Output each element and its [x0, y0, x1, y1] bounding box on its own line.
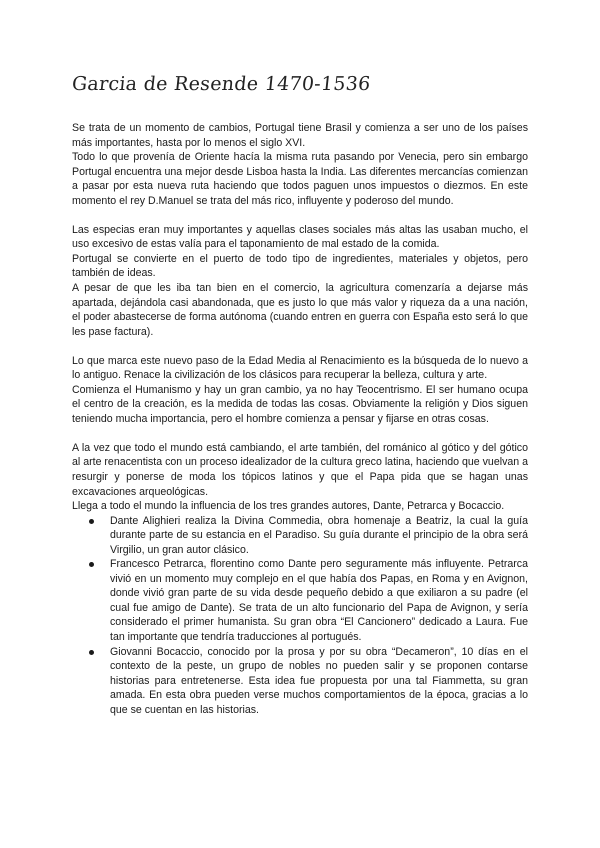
- list-item: [110, 514, 528, 558]
- list-item-text: Francesco Petrarca, florentino como Dante pero seguramente más influyente. Petrarca vivió en un momento muy complejo en el que había dos Papas, en Roma y en Avignon, donde vivió gran parte de su vida desde pequeño debido a que exiliaron a su padre (el cual fue amigo de Dante). Se trata de un alto funcionario del Papa de Avignon, y sería considerado el primer humanista. Su gran obra “El Cancionero” dedicado a Laura. Fue tan importante que tendría traducciones al portugués.: [110, 558, 528, 643]
- bullet-icon: [89, 650, 94, 655]
- paragraph: A la vez que todo el mundo está cambiando, el arte también, del románico al gótico y del gótico al arte renacentista con un proceso idealizador de la cultura greco latina, haciendo que vuelvan a resurgir y ponerse de moda los tópicos latinos y que el Papa pida que se hagan unas excavaciones arqueológicas.: [72, 441, 528, 498]
- bullet-icon: [89, 562, 94, 567]
- list-item: [110, 557, 528, 644]
- list-item-text: Giovanni Bocaccio, conocido por la prosa y por su obra “Decameron”, 10 días en el contexto de la peste, un grupo de nobles no pueden salir y se proponen contarse historias para entretenerse. Esta idea fue propuesta por una tal Fiammetta, su gran amada. En esta obra pueden verse muchos comportamientos de la época, gracias a lo que se cuentan en las historias.: [110, 645, 528, 716]
- list-item: [110, 645, 528, 718]
- list-item-text: Dante Alighieri realiza la Divina Commedia, obra homenaje a Beatriz, la cual la guía durante parte de su estancia en el Paradiso. Su guía durante el principio de la obra será Virgilio, un gran autor clásico.: [110, 514, 528, 556]
- bullet-icon: [89, 519, 94, 524]
- paragraph: Llega a todo el mundo la influencia de los tres grandes autores, Dante, Petrarca y Bocaccio.: [72, 500, 505, 513]
- paragraph: Las especias eran muy importantes y aquellas clases sociales más altas las usaban mucho, el uso excesivo de estas valía para el taponamiento de mal estado de la comida.: [72, 223, 528, 251]
- paragraph: Portugal se convierte en el puerto de todo tipo de ingredientes, materiales y objetos, pero también de ideas.: [72, 252, 528, 280]
- paragraph: Lo que marca este nuevo paso de la Edad Media al Renacimiento es la búsqueda de lo nuevo a lo antiguo. Renace la civilización de los clásicos para recuperar la belleza, cultura y arte.: [72, 354, 528, 382]
- document-title: Garcia de Resende 1470-1536: [70, 73, 372, 95]
- paragraph-gap: [72, 426, 528, 441]
- paragraph: A pesar de que les iba tan bien en el comercio, la agricultura comenzaría a dejarse más apartada, dejándola casi abandonada, que es justo lo que más valor y riqueza da a una nación, el poder abastecerse de forma autónoma (cuando entren en guerra con España esto será lo que les pase factura).: [72, 281, 528, 338]
- paragraph-gap: [72, 339, 528, 354]
- paragraph: Se trata de un momento de cambios, Portugal tiene Brasil y comienza a ser uno de los países más importantes, hasta por lo menos el siglo XVI.: [72, 122, 528, 149]
- paragraph: Comienza el Humanismo y hay un gran cambio, ya no hay Teocentrismo. El ser humano ocupa el centro de la creación, es la medida de todas las cosas. Obviamente la religión y Dios siguen teniendo mucha importancia, pero el hombre comienza a pensar y fijarse en otras cosas.: [72, 383, 528, 425]
- paragraph: Todo lo que provenía de Oriente hacía la misma ruta pasando por Venecia, pero sin embargo Portugal encuentra una mejor desde Lisboa hasta la India. Las diferentes mercancías comienzan a pasar por esta nueva ruta haciendo que todos paguen unos impuestos o diezmos. En este momento el rey D.Manuel se trata del más rico, influyente y poderoso del mundo.: [72, 151, 528, 207]
- authors-list: [72, 514, 528, 718]
- paragraph-gap: [72, 208, 528, 223]
